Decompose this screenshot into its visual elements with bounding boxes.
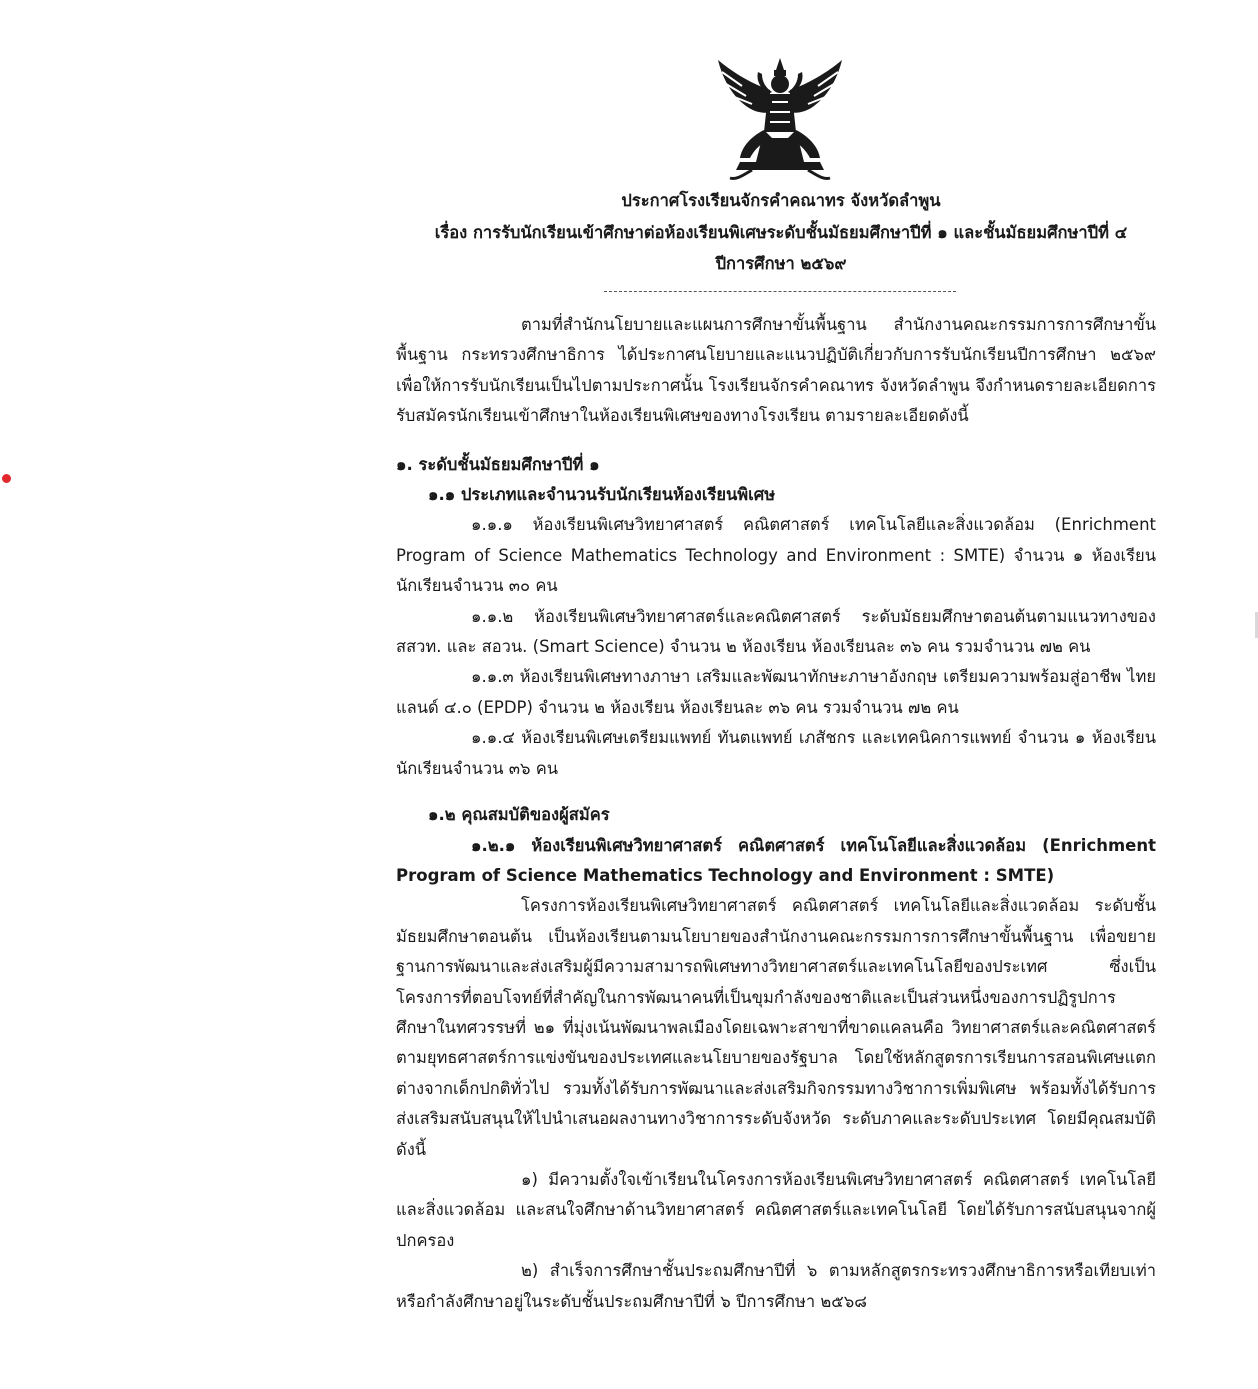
section-1-1-heading: ๑.๑ ประเภทและจำนวนรับนักเรียนห้องเรียนพิเศษ	[428, 485, 776, 505]
item-1-2-1-heading: ๑.๒.๑ ห้องเรียนพิเศษวิทยาศาสตร์ คณิตศาสตร์ เทคโนโลยีและสิ่งแวดล้อม (Enrichment Program of Science Mathematics Technology and Environment : SMTE)	[396, 835, 1156, 885]
announcement-subject: เรื่อง การรับนักเรียนเข้าศึกษาต่อห้องเรียนพิเศษระดับชั้นมัธยมศึกษาปีที่ ๑ และชั้นมัธยมศึกษาปีที่ ๔	[434, 223, 1128, 242]
item-1-1-3: ๑.๑.๓ ห้องเรียนพิเศษทางภาษา เสริมและพัฒนาทักษะภาษาอังกฤษ เตรียมความพร้อมสู่อาชีพ ไทยแลนด์ ๔.๐ (EPDP) จำนวน ๒ ห้องเรียน ห้องเรียนละ ๓๖ คน รวมจำนวน ๗๒ คน	[396, 667, 1156, 717]
intro-paragraph: ตามที่สำนักนโยบายและแผนการศึกษาขั้นพื้นฐาน สำนักงานคณะกรรมการการศึกษาขั้นพื้นฐาน กระทรวงศึกษาธิการ ได้ประกาศนโยบายและแนวปฏิบัติเกี่ยวกับการรับนักเรียนปีการศึกษา ๒๕๖๙ เพื่อให้การรับนักเรียนเป็นไปตามประกาศนั้น โรงเรียนจักรคำคณาทร จังหวัดลำพูน จึงกำหนดรายละเอียดการรับสมัครนักเรียนเข้าศึกษาในห้องเรียนพิเศษของทางโรงเรียน ตามรายละเอียดดังนี้	[396, 315, 1156, 426]
document-body	[396, 310, 1156, 1317]
smte-description: โครงการห้องเรียนพิเศษวิทยาศาสตร์ คณิตศาสตร์ เทคโนโลยีและสิ่งแวดล้อม ระดับชั้นมัธยมศึกษาตอนต้น เป็นห้องเรียนตามนโยบายของสำนักงานคณะกรรมการการศึกษาขั้นพื้นฐาน เพื่อขยายฐานการพัฒนาและส่งเสริมผู้มีความสามารถพิเศษทางวิทยาศาสตร์และเทคโนโลยีของประเทศ ซึ่งเป็นโครงการที่ตอบโจทย์ที่สำคัญในการพัฒนาคนที่เป็นขุมกำลังของชาติและเป็นส่วนหนึ่งของการปฏิรูปการศึกษาในทศวรรษที่ ๒๑ ที่มุ่งเน้นพัฒนาพลเมืองโดยเฉพาะสาขาที่ขาดแคลนคือ วิทยาศาสตร์และคณิตศาสตร์ตามยุทธศาสตร์การแข่งขันของประเทศและนโยบายของรัฐบาล โดยใช้หลักสูตรการเรียนการสอนพิเศษแตกต่างจากเด็กปกติทั่วไป รวมทั้งได้รับการพัฒนาและส่งเสริมกิจกรรมทางวิชาการเพิ่มพิเศษ พร้อมทั้งได้รับการส่งเสริมสนับสนุนให้ไปนำเสนอผลงานทางวิชาการระดับจังหวัด ระดับภาคและระดับประเทศ โดยมีคุณสมบัติดังนี้	[396, 896, 1156, 1159]
academic-year: ปีการศึกษา ๒๕๖๙	[715, 254, 847, 273]
criterion-2: ๒) สำเร็จการศึกษาชั้นประถมศึกษาปีที่ ๖ ตามหลักสูตรกระทรวงศึกษาธิการหรือเทียบเท่า หรือกำลังศึกษาอยู่ในระดับชั้นประถมศึกษาปีที่ ๖ ปีการศึกษา ๒๕๖๘	[396, 1261, 1156, 1311]
garuda-emblem-icon	[712, 54, 848, 182]
item-1-1-4: ๑.๑.๔ ห้องเรียนพิเศษเตรียมแพทย์ ทันตแพทย์ เภสัชกร และเทคนิคการแพทย์ จำนวน ๑ ห้องเรียน นักเรียนจำนวน ๓๖ คน	[396, 728, 1156, 778]
section-1-2-heading: ๑.๒ คุณสมบัติของผู้สมัคร	[428, 805, 610, 825]
section-1-heading: ๑. ระดับชั้นมัธยมศึกษาปีที่ ๑	[396, 454, 600, 474]
header-divider	[604, 291, 956, 292]
announcement-title: ประกาศโรงเรียนจักรคำคณาทร จังหวัดลำพูน	[621, 191, 941, 210]
item-1-1-2: ๑.๑.๒ ห้องเรียนพิเศษวิทยาศาสตร์และคณิตศาสตร์ ระดับมัธยมศึกษาตอนต้นตามแนวทางของ สสวท. และ สอวน. (Smart Science) จำนวน ๒ ห้องเรียน ห้องเรียนละ ๓๖ คน รวมจำนวน ๗๒ คน	[396, 606, 1156, 657]
item-1-1-1: ๑.๑.๑ ห้องเรียนพิเศษวิทยาศาสตร์ คณิตศาสตร์ เทคโนโลยีและสิ่งแวดล้อม (Enrichment Program of Science Mathematics Technology and Environment : SMTE) จำนวน ๑ ห้องเรียน นักเรียนจำนวน ๓๐ คน	[396, 515, 1156, 596]
red-dot-marker	[2, 474, 11, 483]
criterion-1: ๑) มีความตั้งใจเข้าเรียนในโครงการห้องเรียนพิเศษวิทยาศาสตร์ คณิตศาสตร์ เทคโนโลยีและสิ่งแวดล้อม และสนใจศึกษาด้านวิทยาศาสตร์ คณิตศาสตร์และเทคโนโลยี โดยได้รับการสนับสนุนจากผู้ปกครอง	[396, 1169, 1156, 1250]
